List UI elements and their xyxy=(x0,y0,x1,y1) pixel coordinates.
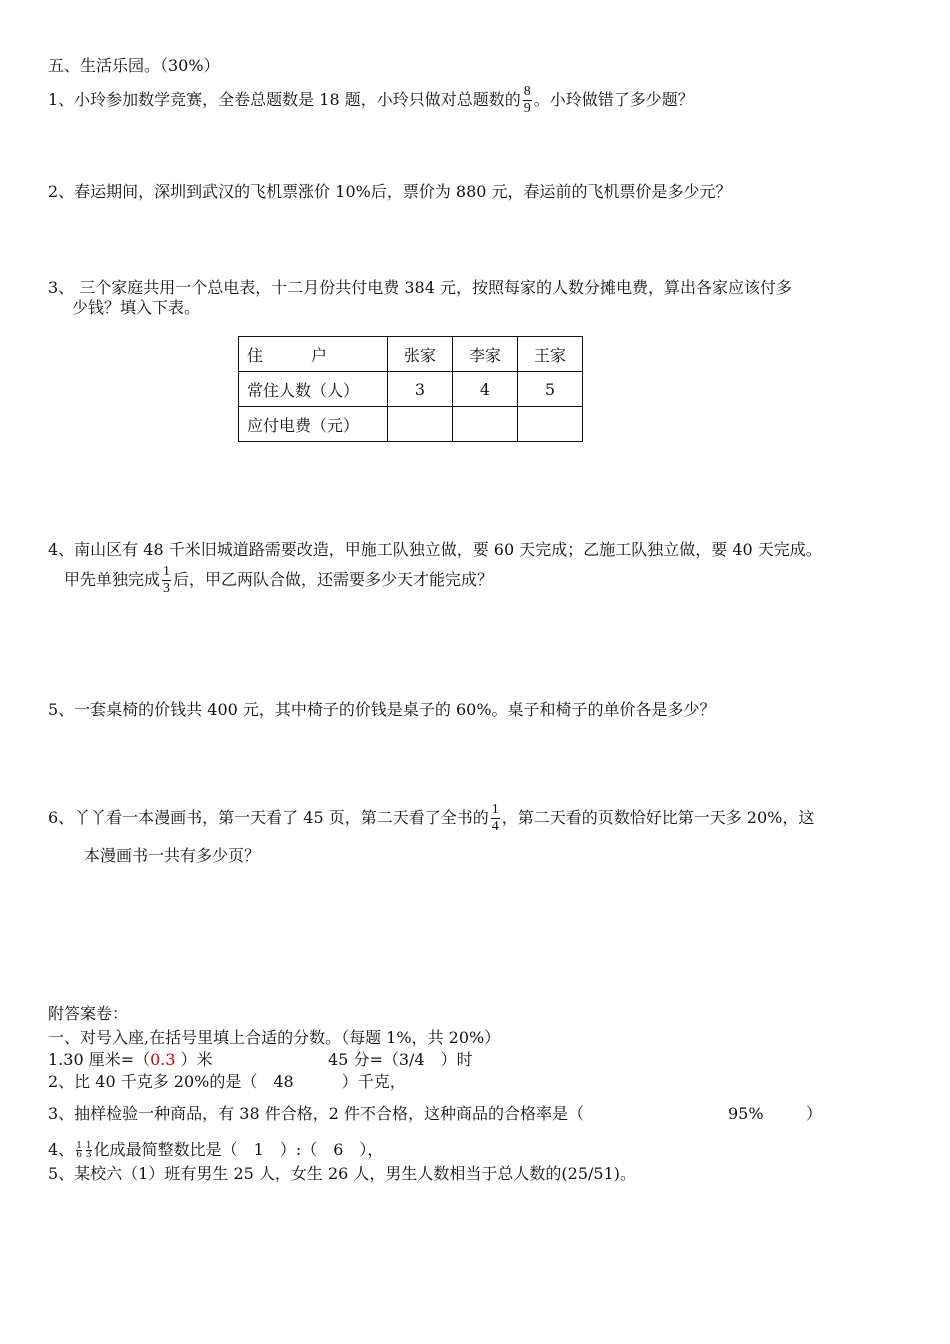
answer-4 xyxy=(48,1140,383,1160)
table-header-li: 李家 xyxy=(453,337,518,372)
fraction-1-3 xyxy=(162,564,171,597)
question-4-text-before: 甲先单独完成 xyxy=(64,570,161,589)
question-1-text-before: 1、小玲参加数学竞赛，全卷总题数是 18 题，小玲只做对总题数的 xyxy=(48,90,521,109)
table-row-label-fee: 应付电费（元） xyxy=(239,407,388,442)
answer-5: 5、某校六（1）班有男生 25 人，女生 26 人，男生人数相当于总人数的(25/51)。 xyxy=(48,1164,637,1183)
fraction-numerator: 1 xyxy=(163,564,171,579)
answer-4-text: 化成最简整数比是（ 1 ）:（ 6 ）， xyxy=(93,1140,384,1159)
answers-title: 附答案卷： xyxy=(48,1004,129,1023)
table-row-fee xyxy=(239,407,583,442)
table-cell-li-fee[interactable] xyxy=(453,407,518,442)
question-4-line-2 xyxy=(64,560,493,600)
fraction-denominator: 9 xyxy=(523,101,531,116)
fraction-numerator: 1 xyxy=(491,802,499,817)
question-4-text-after: 后，甲乙两队合做，还需要多少天才能完成？ xyxy=(173,570,494,589)
answer-1-text-before: 1.30 厘米=（ xyxy=(48,1050,151,1069)
answers-section-1: 一、对号入座,在括号里填上合适的分数。（每题 1%，共 20%） xyxy=(48,1028,501,1047)
fraction-8-9 xyxy=(523,84,532,117)
answer-1-text-after: ）米 xyxy=(175,1050,213,1069)
mini-fraction-icon: $\frac{1}{3}$ xyxy=(85,1141,92,1160)
answer-3-value: 95% xyxy=(728,1104,764,1123)
question-6-line-1 xyxy=(48,798,814,838)
table-row-header xyxy=(239,337,583,372)
answer-1 xyxy=(48,1050,213,1070)
fraction-1-4 xyxy=(491,802,500,835)
fraction-numerator: 8 xyxy=(523,84,531,99)
question-2: 2、春运期间，深圳到武汉的飞机票涨价 10%后，票价为 880 元，春运前的飞机票价是多少元？ xyxy=(48,182,732,201)
fraction-denominator: 4 xyxy=(491,819,499,834)
table-header-zhang: 张家 xyxy=(388,337,453,372)
answer-3-close: ） xyxy=(806,1104,823,1123)
table-cell-wang-residents: 5 xyxy=(518,372,583,407)
question-5: 5、一套桌椅的价钱共 400 元，其中椅子的价钱是桌子的 60%。桌子和椅子的单价各是多少？ xyxy=(48,700,716,719)
mini-fraction-icon: $\frac{1}{6}$ xyxy=(76,1141,82,1160)
question-6-text-before: 6、丫丫看一本漫画书，第一天看了 45 页，第二天看了全书的 xyxy=(48,808,489,827)
section-title: 五、生活乐园。（30%） xyxy=(48,56,220,75)
electricity-fee-table xyxy=(238,336,583,442)
answer-1b: 45 分=（3/4 ）时 xyxy=(328,1050,473,1069)
table-row-residents xyxy=(239,372,583,407)
table-header-household: 住 户 xyxy=(239,337,388,372)
question-3-line-1: 3、 三个家庭共用一个总电表，十二月份共付电费 384 元，按照每家的人数分摊电费，算出各家应该付多 xyxy=(48,278,792,297)
question-3-line-2: 少钱？填入下表。 xyxy=(72,298,201,317)
table-header-wang: 王家 xyxy=(518,337,583,372)
table-cell-wang-fee[interactable] xyxy=(518,407,583,442)
question-6-text-after: ，第二天看的页数恰好比第一天多 20%，这 xyxy=(501,808,815,827)
answer-2: 2、比 40 千克多 20%的是（ 48 ）千克， xyxy=(48,1072,406,1091)
answer-3-text: 3、抽样检验一种商品，有 38 件合格，2 件不合格，这种商品的合格率是（ xyxy=(48,1104,584,1123)
table-row-label-residents: 常住人数（人） xyxy=(239,372,388,407)
answer-4-prefix: 4、 xyxy=(48,1140,75,1159)
table-cell-zhang-fee[interactable] xyxy=(388,407,453,442)
question-4-line-1: 4、南山区有 48 千米旧城道路需要改造，甲施工队独立做，要 60 天完成；乙施工队独立做，要 40 天完成。 xyxy=(48,540,822,559)
table-cell-zhang-residents: 3 xyxy=(388,372,453,407)
fraction-denominator: 3 xyxy=(163,581,171,596)
table-cell-li-residents: 4 xyxy=(453,372,518,407)
question-1-text-after: 。小玲做错了多少题？ xyxy=(533,90,694,109)
question-6-line-2: 本漫画书一共有多少页？ xyxy=(84,846,261,865)
question-1 xyxy=(48,80,694,120)
answer-1-value: 0.3 xyxy=(150,1050,176,1069)
